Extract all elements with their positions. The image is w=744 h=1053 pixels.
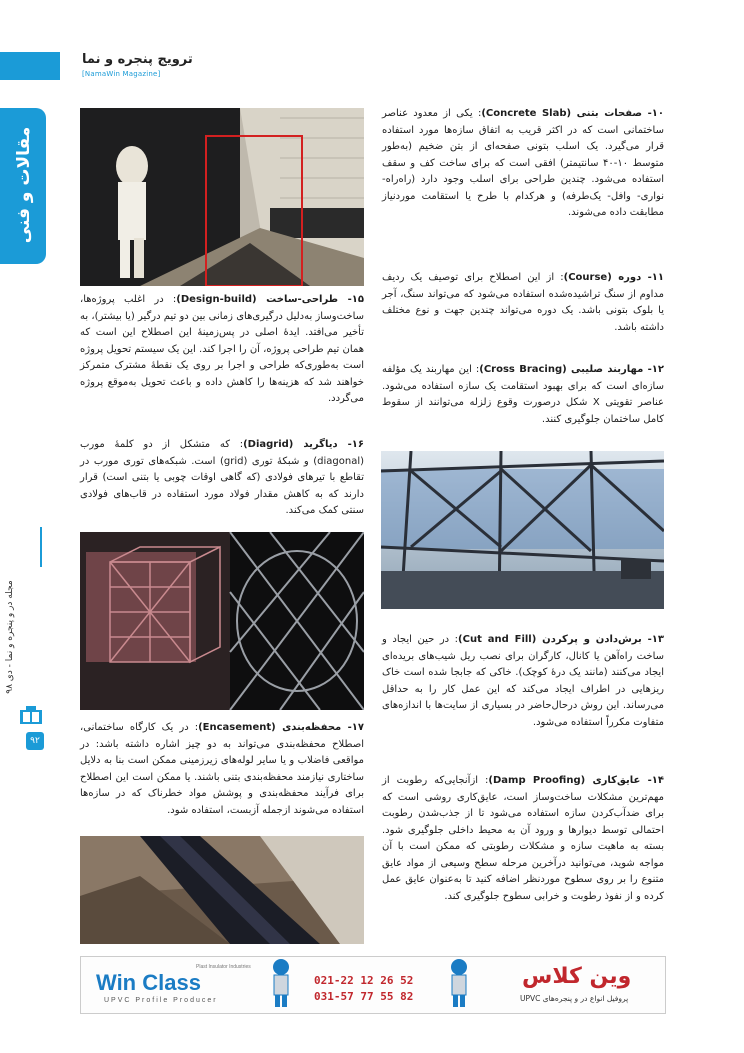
paragraph-damp-proofing: [382, 773, 664, 905]
paragraph-cut-and-fill: [382, 632, 664, 731]
paragraph-heading: ۱۴- عایق‌کاری (Damp Proofing): [488, 775, 664, 786]
paragraph-heading: ۱۰- صفحات بتنی (Concrete Slab): [481, 108, 664, 119]
paragraph-heading: ۱۳- برش‌دادن و پرکردن (Cut and Fill): [458, 634, 665, 645]
paragraph-body: : در حین ایجاد و ساخت راه‌آهن یا کانال، کارگران برای نصب ریل شیب‌های بریده‌ای ایجاد می‌کنند (مانند یک درهٔ کوچک). خاکی که جابجا شده است خاک ریزهایی در اطراف ایجاد می‌کند که این عمل کار را به حداقل می‌رساند. این روش درحال‌حاضر در بسیاری از سایت‌ها با اندازه‌های متفاوت مکرراً استفاده می‌شود.: [382, 634, 664, 728]
paragraph-body: : که متشکل از دو کلمهٔ مورب (diagonal) و شبکهٔ توری (grid) است. شبکه‌های توری مورب در تقاطع با تیرهای فولادی (که گاهی اوقات چوبی یا بتنی است) قرار دارند که به کاهش مقدار فولاد مورد استفاده در قاب‌های فولادی سنتی کمک می‌کند.: [80, 439, 365, 516]
paragraph-body: : ازآنجایی‌که رطوبت از مهم‌ترین مشکلات ساخت‌وساز است، عایق‌کاری روشی است که برای ضدآب‌کردن سازه استفاده می‌شود تا از جذب‌شدن رطوبت احتمالی توسط دیوارها و ورود آن به محیط داخلی جلوگیری شود. بسته به ماهیت سازه و مشکلات رطوبتی که ممکن است با آن مواجه شوید، می‌توانید درآخرین مرحله سطح وسیعی از مواد عایق متنوع را بر روی سطوح موردنظر اضافه کنید تا به‌عنوان عایق عمل کرده و از نفوذ رطوبت و خرابی سطوح جلوگیری کند.: [382, 775, 664, 902]
paragraph-heading: ۱۵- طراحی-ساخت (Design-build): [176, 294, 365, 305]
brand-tagline-fa: پروفیل انواع در و پنجره‌های UPVC: [520, 994, 629, 1003]
paragraph-concrete-slab: [382, 106, 664, 222]
diagrid-photo: [80, 532, 364, 710]
paragraph-heading: ۱۶- دیاگرید (Diagrid): [243, 439, 364, 450]
paragraph-body: : در اغلب پروژه‌ها، ساخت‌وساز به‌دلیل درگیری‌های زمانی بین دو تیم درگیر (یا بیشتر)، به تأخیر می‌افتد. ایدهٔ اصلی در پس‌زمینهٔ این اصطلاح این است که همان تیم طراحی پروژه، آن را اجرا کند. این یک سیستم تحویل پروژه است به‌طوری‌که طراحی و اجرا بر روی یک نقطهٔ مشترک متمرکز خواهند شد که هزینه‌ها را کاهش داده و باعث تحویل به‌موقع پروژه می‌گردد.: [80, 294, 364, 404]
paragraph-body: : این مهاربند یک مؤلفه سازه‌ای است که برای بهبود استقامت یک سازه استفاده می‌شود. عناصر تقویتی X شکل درصورت وقوع زلزله می‌توانند از سقوط کامل ساختمان جلوگیری کنند.: [382, 364, 664, 425]
magazine-logo: ترویج پنجره و نما: [82, 52, 193, 67]
phone-number-1[interactable]: 021-22 12 26 52: [314, 974, 414, 987]
paragraph-design-build: [80, 292, 364, 408]
mascot-icon: [268, 958, 294, 1008]
paragraph-course: [382, 270, 664, 336]
side-accent-line: [40, 527, 42, 567]
paragraph-body: : در یک کارگاه ساختمانی، اصطلاح محفظه‌بندی می‌تواند به دو چیز اشاره داشته باشد: در مواقعی فاضلاب و یا سایر لوله‌های زیرزمینی ممکن است بنا به دلایل ساختاری نیازمند محفظه‌بندی بتنی باشند. یا ممکن است این اصطلاح برای فرآیند محفظه‌بندی و پوشش مواد خطرناک که در سازه‌ها استفاده می‌شوند ازجمله آزبست، استفاده شود.: [80, 722, 364, 816]
mascot-icon: [446, 958, 472, 1008]
page-number: ۹۲: [26, 732, 44, 750]
paragraph-diagrid: [80, 437, 364, 520]
cross-bracing-photo: [381, 451, 664, 609]
phone-number-2[interactable]: 031-57 77 55 82: [314, 990, 414, 1003]
issue-info-vertical: مجله در و پنجره و نما - دی ۹۸: [5, 580, 15, 694]
paragraph-body: : از این اصطلاح برای توصیف یک ردیف مداوم از سنگ تراشیده‌شده استفاده می‌شود که می‌تواند سنگ، آجر یا بلوک بتونی باشد. یک دوره می‌تواند چندین جهت و نوع مختلف داشته باشد.: [382, 272, 664, 333]
brand-company-en: Plast Insulator Industries: [196, 964, 251, 970]
header-color-bar: [0, 52, 60, 80]
paragraph-encasement: [80, 720, 364, 819]
paragraph-cross-bracing: [382, 362, 664, 428]
paragraph-body: : یکی از معدود عناصر ساختمانی است که در اکثر قریب به اتفاق سازه‌ها مورد استفاده قرار می‌گیرد. یک اسلب بتونی صفحه‌ای از بتن ضخیم (به‌طور متوسط ۱۰-۴۰ سانتیمتر) افقی است که برای ساخت کف و سقف استفاده می‌شود. چندین طراحی برای اسلب وجود دارد (راه‌راه- نواری- وافل- یک‌طرفه) و هرکدام با طرح یا استقامت موردنیاز مطابقت داده می‌شوند.: [382, 108, 664, 218]
brand-name-en: Win Class: [96, 970, 201, 995]
paragraph-heading: ۱۱- دوره (Course): [563, 272, 664, 283]
brand-tagline-en: UPVC Profile Producer: [104, 997, 218, 1004]
encasement-photo: [80, 836, 364, 944]
section-tab-label: مقالات و فنی: [14, 126, 34, 244]
paragraph-heading: ۱۲- مهاربند صلیبی (Cross Bracing): [479, 364, 664, 375]
window-logo-icon: [20, 706, 42, 728]
magazine-logo-subtitle: [NamaWin Magazine]: [82, 70, 161, 78]
paragraph-heading: ۱۷- محفظه‌بندی (Encasement): [198, 722, 364, 733]
brand-name-fa: وین کلاس: [522, 964, 632, 989]
damp-proofing-photo: [80, 108, 364, 286]
